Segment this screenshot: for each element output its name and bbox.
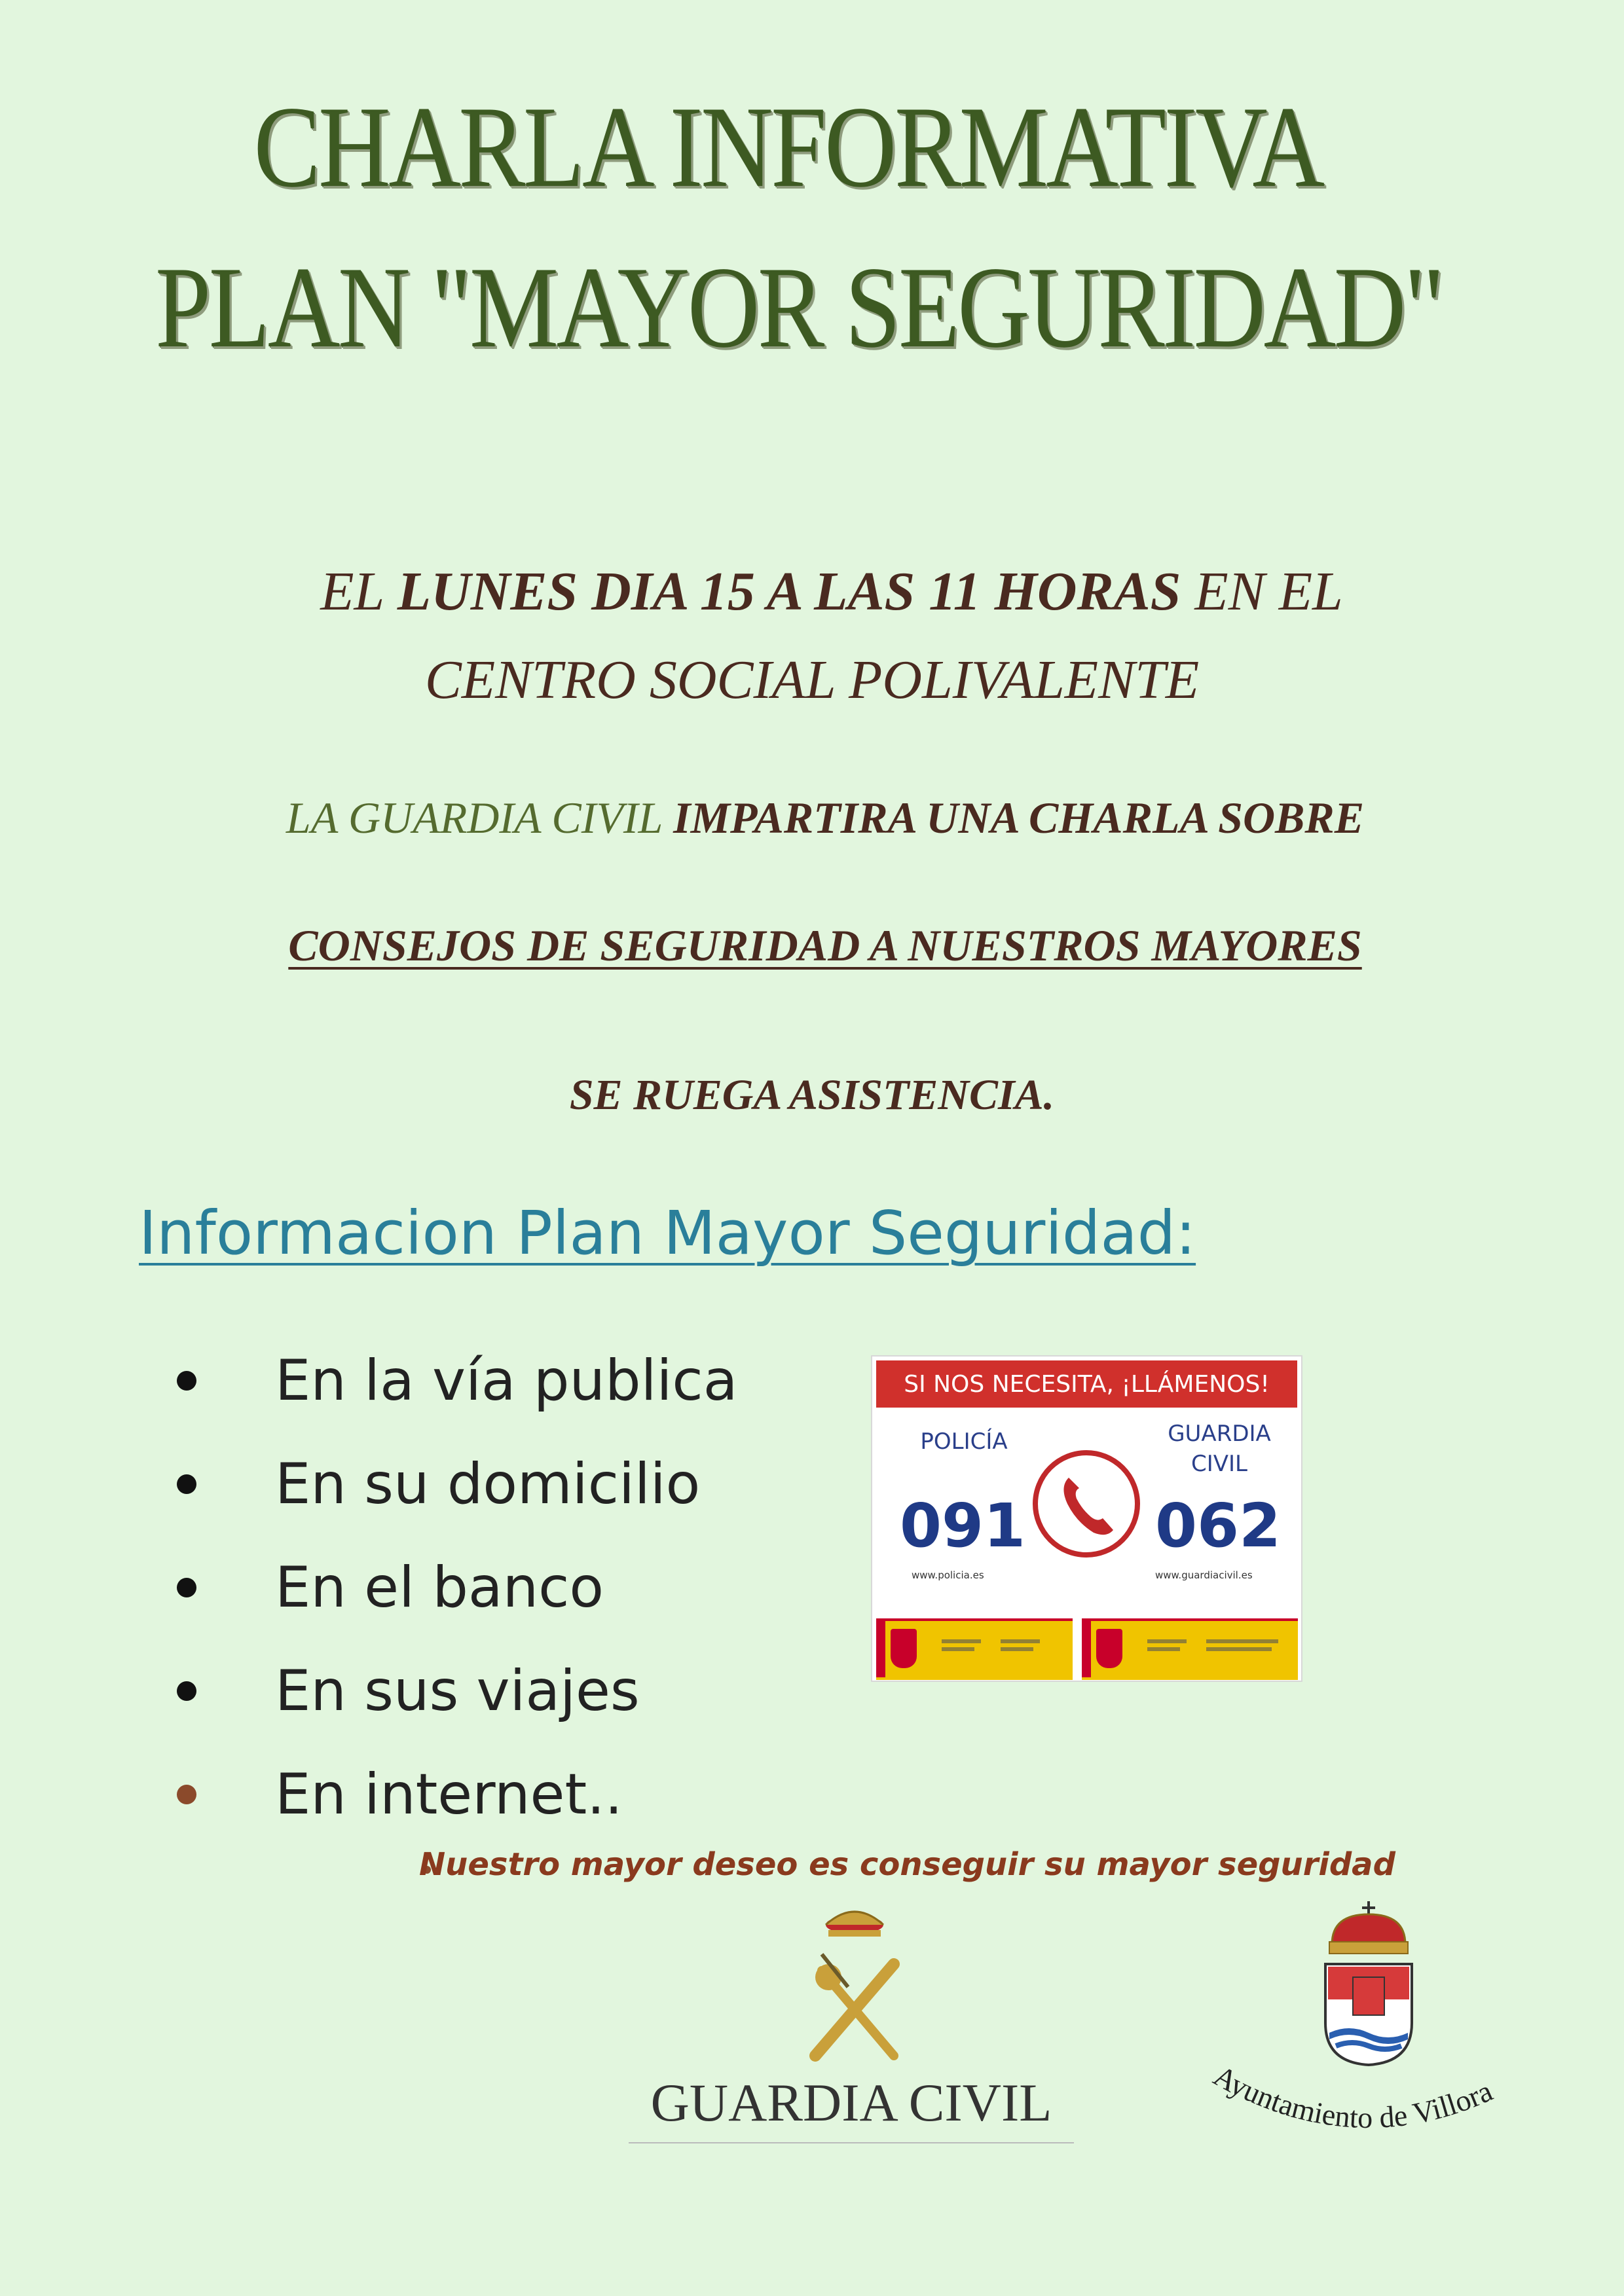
guardia-label-line-2: CIVIL <box>1191 1451 1247 1477</box>
list-item-label: En internet.. <box>275 1762 623 1827</box>
policia-number: 091 <box>900 1491 1026 1561</box>
villora-coat-of-arms-icon <box>1310 1899 1428 2069</box>
speaker-line <box>0 792 1624 844</box>
list-item <box>177 1639 737 1743</box>
list-item <box>177 1432 737 1536</box>
phone-icon <box>1031 1448 1142 1559</box>
title-line-1: CHARLA INFORMATIVA <box>253 82 1323 211</box>
ayuntamiento-label: Ayuntamiento de Villora <box>1208 2062 1498 2135</box>
en-el-text: EN EL <box>1181 561 1343 622</box>
policia-url: www.policia.es <box>912 1569 984 1581</box>
bullet-icon <box>177 1474 196 1494</box>
bullet-icon <box>177 1578 196 1597</box>
guardia-label-line-1: GUARDIA <box>1168 1421 1271 1447</box>
guardia-civil-label: GUARDIA CIVIL <box>650 2073 1052 2132</box>
svg-text:Ayuntamiento de Villora <box>1208 2062 1497 2134</box>
emergency-numbers-card <box>871 1355 1302 1682</box>
title-line-2: PLAN "MAYOR SEGURIDAD" <box>155 242 1443 372</box>
guardia-url: www.guardiacivil.es <box>1155 1569 1253 1581</box>
motto-text: Nuestro mayor deseo es conseguir su mayor seguridad <box>419 1846 1395 1883</box>
date-time-line <box>0 560 1624 623</box>
list-item <box>177 1329 737 1432</box>
info-heading: Informacion Plan Mayor Seguridad: <box>139 1198 1196 1268</box>
topic-line: CONSEJOS DE SEGURIDAD A NUESTROS MAYORES <box>288 920 1362 970</box>
list-item-label: En su domicilio <box>275 1451 701 1517</box>
bullet-icon <box>177 1785 196 1804</box>
list-item-label: En la vía publica <box>275 1348 738 1413</box>
speaker-name: LA GUARDIA CIVIL <box>286 793 674 843</box>
divider <box>629 2142 1074 2143</box>
policia-label: POLICÍA <box>920 1429 1008 1455</box>
ayuntamiento-label-arc <box>1198 2062 1539 2174</box>
bullet-icon <box>177 1681 196 1701</box>
bullet-icon <box>177 1371 196 1391</box>
card-header: SI NOS NECESITA, ¡LLÁMENOS! <box>876 1360 1297 1408</box>
el-text: EL <box>320 561 397 622</box>
speaker-action: IMPARTIRA UNA CHARLA SOBRE <box>673 793 1365 843</box>
list-item-label: En sus viajes <box>275 1658 640 1724</box>
guardia-label <box>1154 1419 1285 1479</box>
venue-line: CENTRO SOCIAL POLIVALENTE <box>424 649 1200 710</box>
spain-shield-icon <box>1096 1629 1122 1668</box>
ministry-strip-left <box>876 1618 1073 1680</box>
attendance-request: SE RUEGA ASISTENCIA. <box>569 1071 1055 1119</box>
list-item <box>177 1743 737 1846</box>
ministry-strip-right <box>1082 1618 1298 1680</box>
guardia-number: 062 <box>1155 1491 1282 1561</box>
info-list <box>177 1329 737 1846</box>
date-time-text: LUNES DIA 15 A LAS 11 HORAS <box>397 561 1181 622</box>
guardia-civil-emblem-icon <box>783 1905 927 2069</box>
list-item-label: En el banco <box>275 1555 604 1620</box>
spain-shield-icon <box>891 1629 917 1668</box>
list-item <box>177 1536 737 1639</box>
